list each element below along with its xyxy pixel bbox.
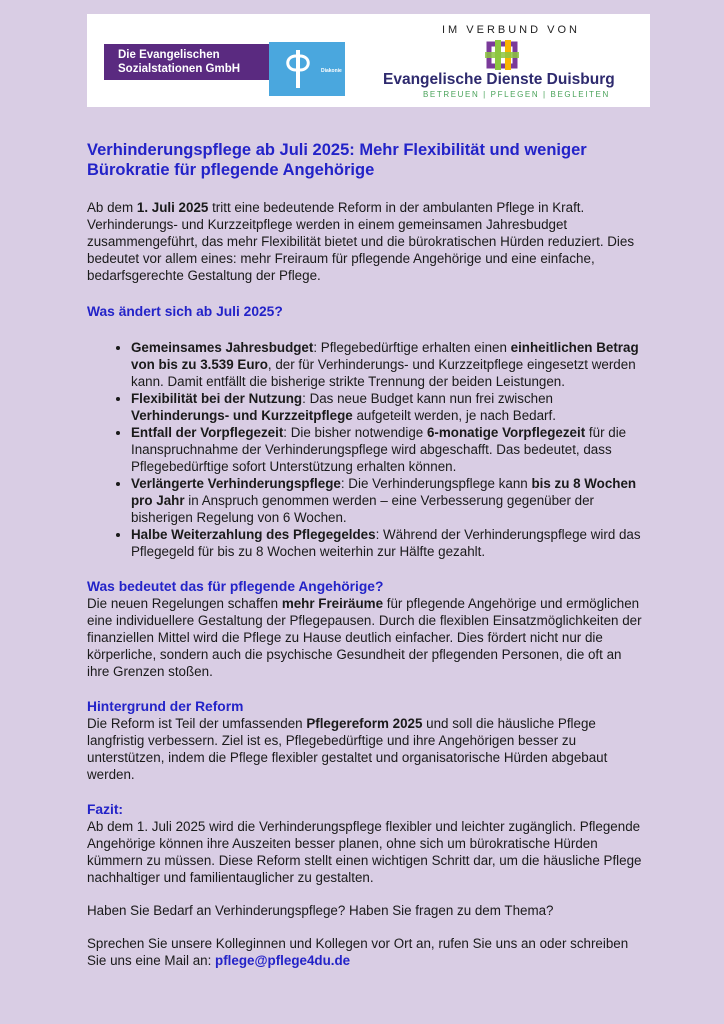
changes-list <box>87 339 647 560</box>
changes-heading: Was ändert sich ab Juli 2025? <box>87 304 283 319</box>
list-item: • Verlängerte Verhinderungspflege: Die Verhinderungspflege kann bis zu 8 Wochen pro Jahr in Anspruch genommen werden – eine Verbesserung gegenüber der bisherigen Regelung von 6 Wochen. <box>131 475 647 526</box>
meaning-paragraph: Die neuen Regelungen schaffen mehr Freiräume für pflegende Angehörige und ermöglichen eine individuellere Gestaltung der Pflegepausen. Durch die flexiblen Einsatzmöglichkeiten der finanziellen Mittel wird die Pflege zu Hause deutlich einfacher. Dies fördert nicht nur die körperliche, sondern auch die psychische Gesundheit der pflegenden Personen, die oft an ihre Grenzen stoßen. <box>87 596 642 679</box>
article <box>87 140 647 969</box>
evangelische-dienste-tagline: BETREUEN | PFLEGEN | BEGLEITEN <box>423 90 610 99</box>
list-item: • Entfall der Vorpflegezeit: Die bisher notwendige 6-monatige Vorpflegezeit für die Inanspruchnahme der Verhinderungspflege wird abgeschafft. Das bedeutet, dass Pflegebedürftige sofort Unterstützung erhalten können. <box>131 424 647 475</box>
fazit-heading: Fazit: <box>87 802 124 817</box>
list-item: • Gemeinsames Jahresbudget: Pflegebedürftige erhalten einen einheitlichen Betrag von bis zu 3.539 Euro, der für Verhinderungs- und Kurzzeitpflege eingesetzt werden kann. Damit entfällt die bisherige strikte Trennung der beiden Leistungen. <box>131 339 647 390</box>
fazit-paragraph: Ab dem 1. Juli 2025 wird die Verhinderungspflege flexibler und leichter zugänglich. Pflegende Angehörige können ihre Auszeiten besser planen, ohne sich um bürokratische Hürden kümmern zu müssen. Diese Reform stellt einen wichtigen Schritt dar, um die häusliche Pflege nachhaltiger und familientauglicher zu gestalten. <box>87 819 642 885</box>
meaning-heading: Was bedeutet das für pflegende Angehörige? <box>87 579 384 594</box>
list-item: • Halbe Weiterzahlung des Pflegegeldes: Während der Verhinderungspflege wird das Pflegegeld für bis zu 8 Wochen weiterhin zur Hälfte gezahlt. <box>131 526 647 560</box>
logo-line-1: Die Evangelischen <box>118 49 220 61</box>
question-paragraph: Haben Sie Bedarf an Verhinderungspflege? Haben Sie fragen zu dem Thema? <box>87 903 554 918</box>
header-banner <box>87 14 650 107</box>
contact-paragraph: Sprechen Sie unsere Kolleginnen und Kollegen vor Ort an, rufen Sie uns an oder schreiben Sie uns eine Mail an: pflege@pflege4du.de <box>87 936 629 968</box>
verbund-title: IM VERBUND VON <box>442 24 580 36</box>
background-heading: Hintergrund der Reform <box>87 699 244 714</box>
evangelische-dienste-name: Evangelische Dienste Duisburg <box>383 71 615 88</box>
intro-paragraph: Ab dem 1. Juli 2025 tritt eine bedeutende Reform in der ambulanten Pflege in Kraft. Verhinderungs- und Kurzzeitpflege werden in einem gemeinsamen Jahresbudget zusammengeführt, das mehr Flexibilität bietet und die bürokratischen Hürden reduziert. Dies bedeutet vor allem eines: mehr Freiraum für pflegende Angehörige und eine einfache, bedarfsgerechte Gestaltung der Pflege. <box>87 200 635 283</box>
diakonie-logo <box>269 42 345 96</box>
article-title: Verhinderungspflege ab Juli 2025: Mehr Flexibilität und weniger Bürokratie für pflegende Angehörige <box>87 141 587 179</box>
logo-line-2: Sozialstationen GmbH <box>118 63 241 75</box>
sozialstationen-logo <box>104 44 282 80</box>
evangelische-dienste-icon <box>485 40 519 70</box>
diakonie-label: Diakonie <box>321 68 342 74</box>
diakonie-cross-icon <box>281 50 315 88</box>
background-paragraph: Die Reform ist Teil der umfassenden Pflegereform 2025 und soll die häusliche Pflege langfristig verbessern. Ziel ist es, Pflegebedürftige und ihre Angehörigen besser zu unterstützen, indem die Pflege flexibler gestaltet und organisatorische Hürden abgebaut werden. <box>87 716 608 782</box>
email-link[interactable]: pflege@pflege4du.de <box>215 953 351 968</box>
list-item: • Flexibilität bei der Nutzung: Das neue Budget kann nun frei zwischen Verhinderungs- und Kurzzeitpflege aufgeteilt werden, je nach Bedarf. <box>131 390 647 424</box>
